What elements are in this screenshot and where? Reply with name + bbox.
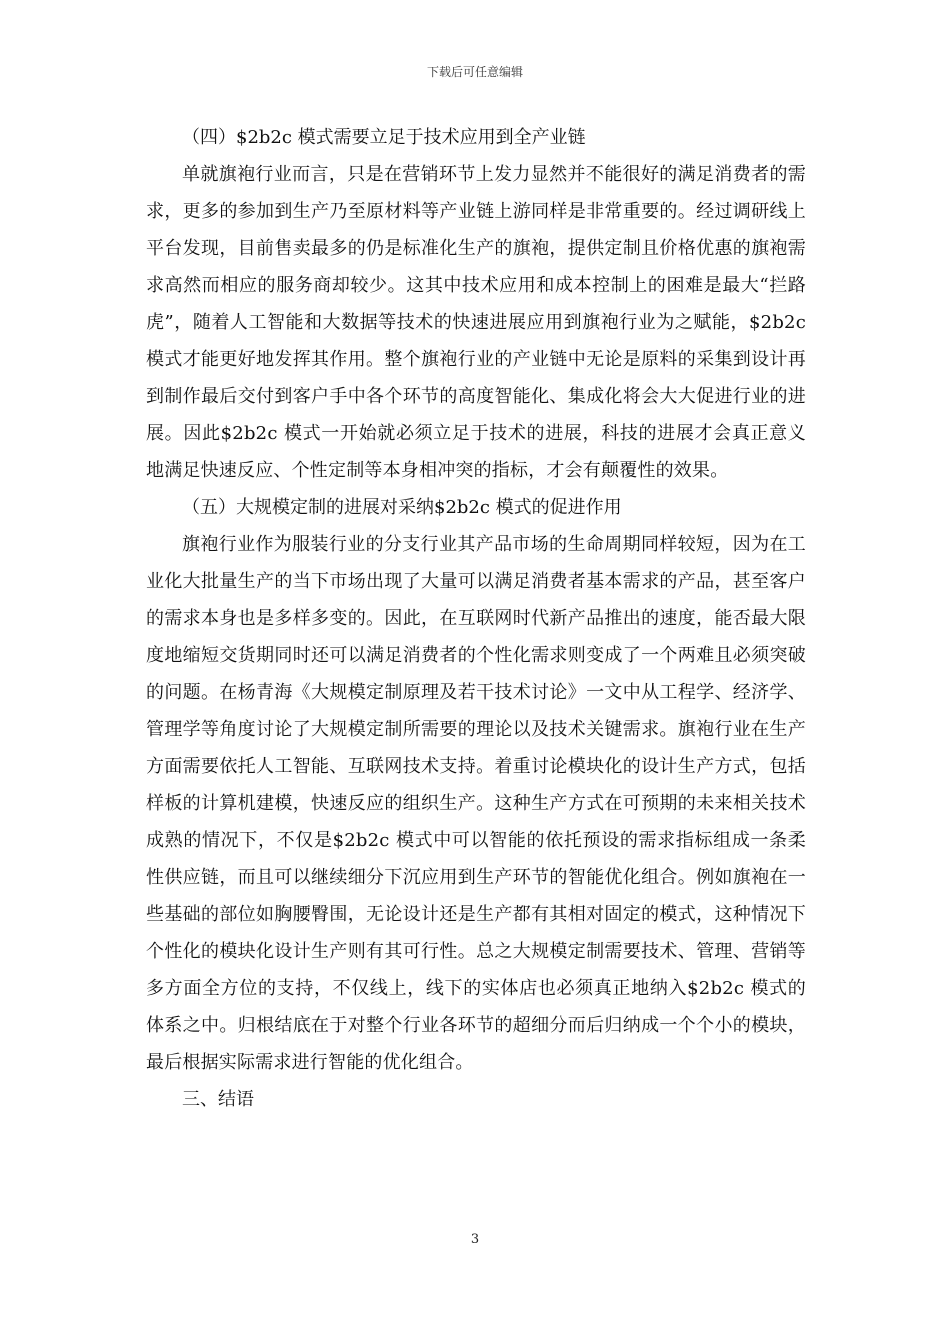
document-body [146, 119, 806, 1118]
section-heading-5: （五）大规模定制的进展对采纳$2b2c 模式的促进作用 [182, 497, 622, 518]
section-heading-4: （四）$2b2c 模式需要立足于技术应用到全产业链 [182, 127, 586, 148]
section-paragraph-5: 旗袍行业作为服装行业的分支行业其产品市场的生命周期同样较短，因为在工业化大批量生产的当下市场出现了大量可以满足消费者基本需求的产品，甚至客户的需求本身也是多样多变的。因此，在互联网时代新产品推出的速度，能否最大限度地缩短交货期同时还可以满足消费者的个性化需求则变成了一个两难且必须突破的问题。在杨青海《大规模定制原理及若干技术讨论》一文中从工程学、经济学、管理学等角度讨论了大规模定制所需要的理论以及技术关键需求。旗袍行业在生产方面需要依托人工智能、互联网技术支持。着重讨论模块化的设计生产方式，包括样板的计算机建模，快速反应的组织生产。这种生产方式在可预期的未来相关技术成熟的情况下，不仅是$2b2c 模式中可以智能的依托预设的需求指标组成一条柔性供应链，而且可以继续细分下沉应用到生产环节的智能优化组合。例如旗袍在一些基础的部位如胸腰臀围，无论设计还是生产都有其相对固定的模式，这种情况下个性化的模块化设计生产则有其可行性。总之大规模定制需要技术、管理、营销等多方面全方位的支持，不仅线上，线下的实体店也必须真正地纳入$2b2c 模式的体系之中。归根结底在于对整个行业各环节的超细分而后归纳成一个个小的模块，最后根据实际需求进行智能的优化组合。 [146, 534, 806, 1073]
section-paragraph-4: 单就旗袍行业而言，只是在营销环节上发力显然并不能很好的满足消费者的需求，更多的参加到生产乃至原材料等产业链上游同样是非常重要的。经过调研线上平台发现，目前售卖最多的仍是标准化生产的旗袍，提供定制且价格优惠的旗袍需求高然而相应的服务商却较少。这其中技术应用和成本控制上的困难是最大“拦路虎”，随着人工智能和大数据等技术的快速进展应用到旗袍行业为之赋能，$2b2c 模式才能更好地发挥其作用。整个旗袍行业的产业链中无论是原料的采集到设计再到制作最后交付到客户手中各个环节的高度智能化、集成化将会大大促进行业的进展。因此$2b2c 模式一开始就必须立足于技术的进展，科技的进展才会真正意义地满足快速反应、个性定制等本身相冲突的指标，才会有颠覆性的效果。 [146, 164, 806, 481]
page-number: 3 [470, 1232, 480, 1247]
conclusion-heading: 三、结语 [182, 1089, 254, 1110]
page-header: 下载后可任意编辑 [426, 65, 523, 79]
